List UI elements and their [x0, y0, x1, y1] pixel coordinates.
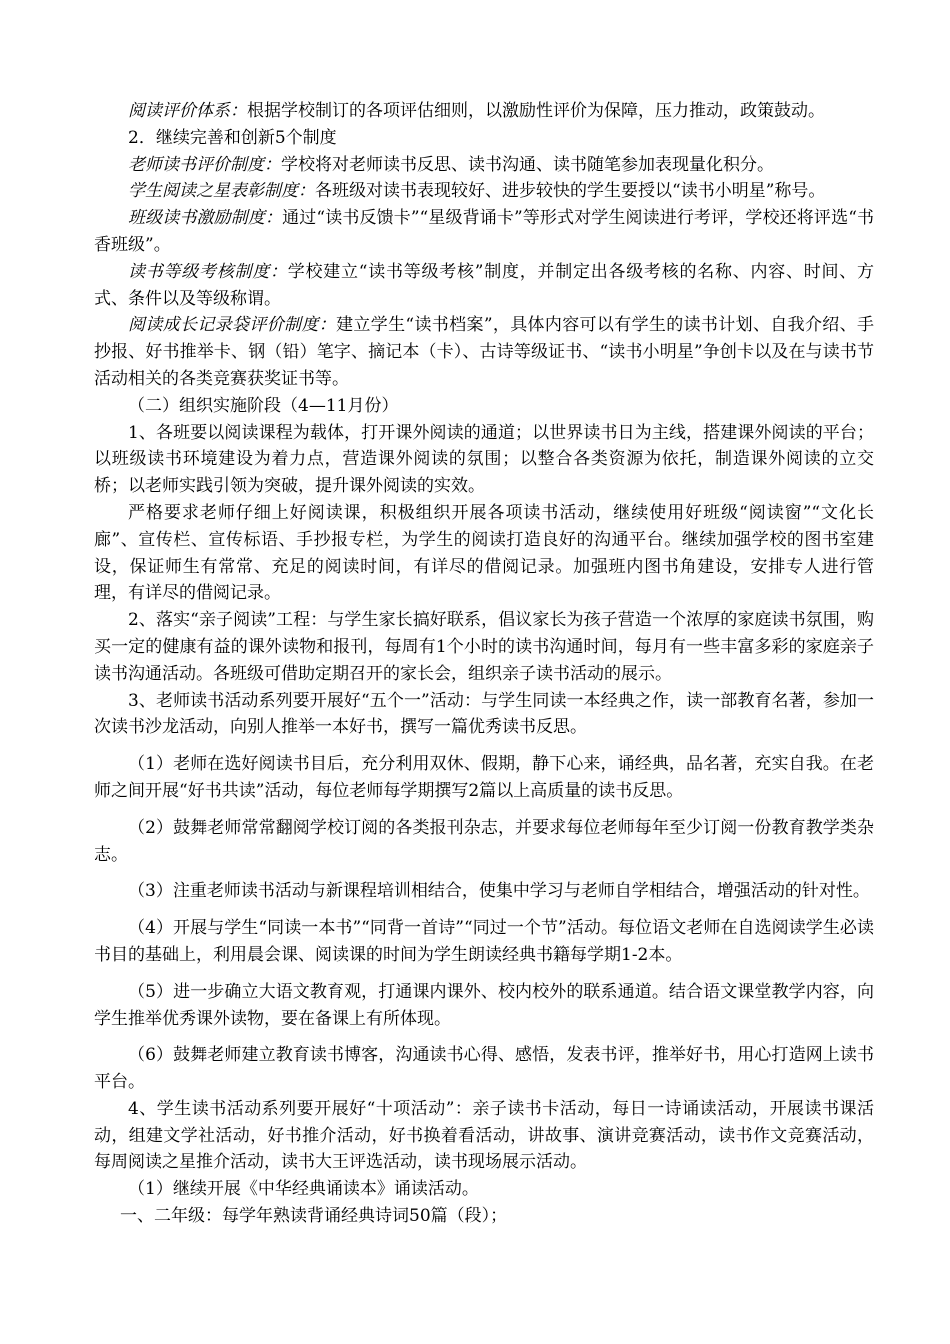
- paragraph-item-4: [94, 1096, 874, 1176]
- paragraph-text: 2、落实“亲子阅读”工程：与学生家长搞好联系，倡议家长为孩子营造一个浓厚的家庭读书氛围，购买一定的健康有益的课外读物和报刊，每周有1个小时的读书沟通时间，每月有一些丰富多彩的家庭亲子读书沟通活动。各班级可借助定期召开的家长会，组织亲子读书活动的展示。: [94, 610, 874, 684]
- paragraph-item-1: [94, 420, 874, 500]
- paragraph-grade-one-two: [94, 1203, 874, 1230]
- paragraph-class-incentive: [94, 205, 874, 259]
- paragraph-text: （二）组织实施阶段（4—11月份）: [128, 395, 399, 416]
- paragraph-subitem-4: [94, 915, 874, 969]
- paragraph-lead: 阅读成长记录袋评价制度：: [128, 315, 337, 336]
- paragraph-subitem-2: [94, 815, 874, 869]
- paragraph-subitem-6: [94, 1042, 874, 1096]
- paragraph-text: （2）鼓舞老师常常翻阅学校订阅的各类报刊杂志，并要求每位老师每年至少订阅一份教育教学类杂志。: [94, 817, 874, 865]
- paragraph-text: 通过“读书反馈卡”“星级背诵卡”等形式对学生阅读进行考评，学校还将评选“书香班级”。: [94, 208, 875, 255]
- paragraph-growth-record: [94, 312, 874, 392]
- paragraph-text: （4）开展与学生“同读一本书”“同背一首诗”“同过一个节”活动。每位语文老师在自选阅读学生必读书目的基础上，利用晨会课、阅读课的时间为学生朗读经典书籍每学期1-2本。: [94, 918, 874, 965]
- paragraph-text: 3、老师读书活动系列要开展好“五个一”活动：与学生同读一本经典之作，读一部教育名著，参加一次读书沙龙活动，向别人推举一本好书，撰写一篇优秀读书反思。: [94, 690, 874, 738]
- document-page: [94, 98, 874, 1230]
- paragraph-text: （6）鼓舞老师建立教育读书博客，沟通读书心得、感悟，发表书评，推举好书，用心打造网上读书平台。: [94, 1045, 874, 1093]
- paragraph-text: 学校建立“读书等级考核”制度，并制定出各级考核的名称、内容、时间、方式、条件以及等级称谓。: [94, 261, 874, 309]
- paragraph-classic-reading: [94, 1176, 874, 1203]
- paragraph-text: （3）注重老师读书活动与新课程培训相结合，使集中学习与老师自学相结合，增强活动的针对性。: [128, 881, 870, 902]
- paragraph-text: 严格要求老师仔细上好阅读课，积极组织开展各项读书活动，继续使用好班级“阅读窗”“文化长廊”、宣传栏、宣传标语、手抄报专栏，为学生的阅读打造良好的沟通平台。继续加强学校的图书室建设，保证师生有常常、充足的阅读时间，有详尽的借阅记录。加强班内图书角建设，安排专人进行管理，有详尽的借阅记录。: [94, 502, 874, 604]
- paragraph-text: 2．继续完善和创新5个制度: [128, 127, 337, 148]
- paragraph-student-star: [94, 178, 874, 205]
- paragraph-text: （5）进一步确立大语文教育观，打通课内课外、校内校外的联系通道。结合语文课堂教学内容，向学生推举优秀课外读物，要在备课上有所体现。: [94, 981, 874, 1029]
- paragraph-text: （1）继续开展《中华经典诵读本》诵读活动。: [128, 1179, 479, 1200]
- paragraph-grade-assessment: [94, 259, 874, 313]
- paragraph-item-2: [94, 607, 874, 687]
- paragraph-subitem-3: [94, 878, 874, 905]
- paragraph-lead: 学生阅读之星表彰制度：: [128, 181, 315, 202]
- paragraph-text: 根据学校制订的各项评估细则，以激励性评价为保障，压力推动，政策鼓动。: [247, 101, 825, 121]
- paragraph-heading-implementation: [94, 393, 874, 420]
- paragraph-lead: 老师读书评价制度：: [128, 154, 281, 175]
- paragraph-lead: 班级读书激励制度：: [128, 208, 283, 229]
- paragraph-text: 4、学生读书活动系列要开展好“十项活动”：亲子读书卡活动，每日一诗诵读活动，开展读书课活动，组建文学社活动，好书推介活动，好书换着看活动，讲故事、演讲竞赛活动，读书作文竞赛活动，每周阅读之星推介活动，读书大王评选活动，读书现场展示活动。: [94, 1098, 874, 1173]
- paragraph-text: 学校将对老师读书反思、读书沟通、读书随笔参加表现量化积分。: [281, 154, 774, 175]
- paragraph-text: 各班级对读书表现较好、进步较快的学生要授以“读书小明星”称号。: [315, 181, 826, 202]
- paragraph-reading-evaluation-system: [94, 98, 874, 125]
- paragraph-lead: 阅读评价体系：: [128, 101, 247, 121]
- paragraph-subitem-1: [94, 751, 874, 805]
- paragraph-item-3: [94, 688, 874, 742]
- paragraph-strict-requirements: [94, 500, 874, 607]
- paragraph-heading-five-systems: [94, 125, 874, 152]
- paragraph-teacher-evaluation: [94, 152, 874, 179]
- paragraph-text: 建立学生“读书档案”，具体内容可以有学生的读书计划、自我介绍、手抄报、好书推举卡、钢（铅）笔字、摘记本（卡）、古诗等级证书、“读书小明星”争创卡以及在与读书节活动相关的各类竞赛获奖证书等。: [94, 315, 874, 389]
- paragraph-lead: 读书等级考核制度：: [128, 261, 288, 282]
- paragraph-subitem-5: [94, 979, 874, 1033]
- paragraph-text: 一、二年级：每学年熟读背诵经典诗词50篇（段）；: [120, 1206, 508, 1227]
- paragraph-text: （1）老师在选好阅读书目后，充分利用双休、假期，静下心来，诵经典，品名著，充实自我。在老师之间开展“好书共读”活动，每位老师每学期撰写2篇以上高质量的读书反思。: [94, 754, 874, 801]
- paragraph-text: 1、各班要以阅读课程为载体，打开课外阅读的通道；以世界读书日为主线，搭建课外阅读的平台；以班级读书环境建设为着力点，营造课外阅读的氛围；以整合各类资源为依托，制造课外阅读的立交桥；以老师实践引领为突破，提升课外阅读的实效。: [94, 422, 874, 497]
